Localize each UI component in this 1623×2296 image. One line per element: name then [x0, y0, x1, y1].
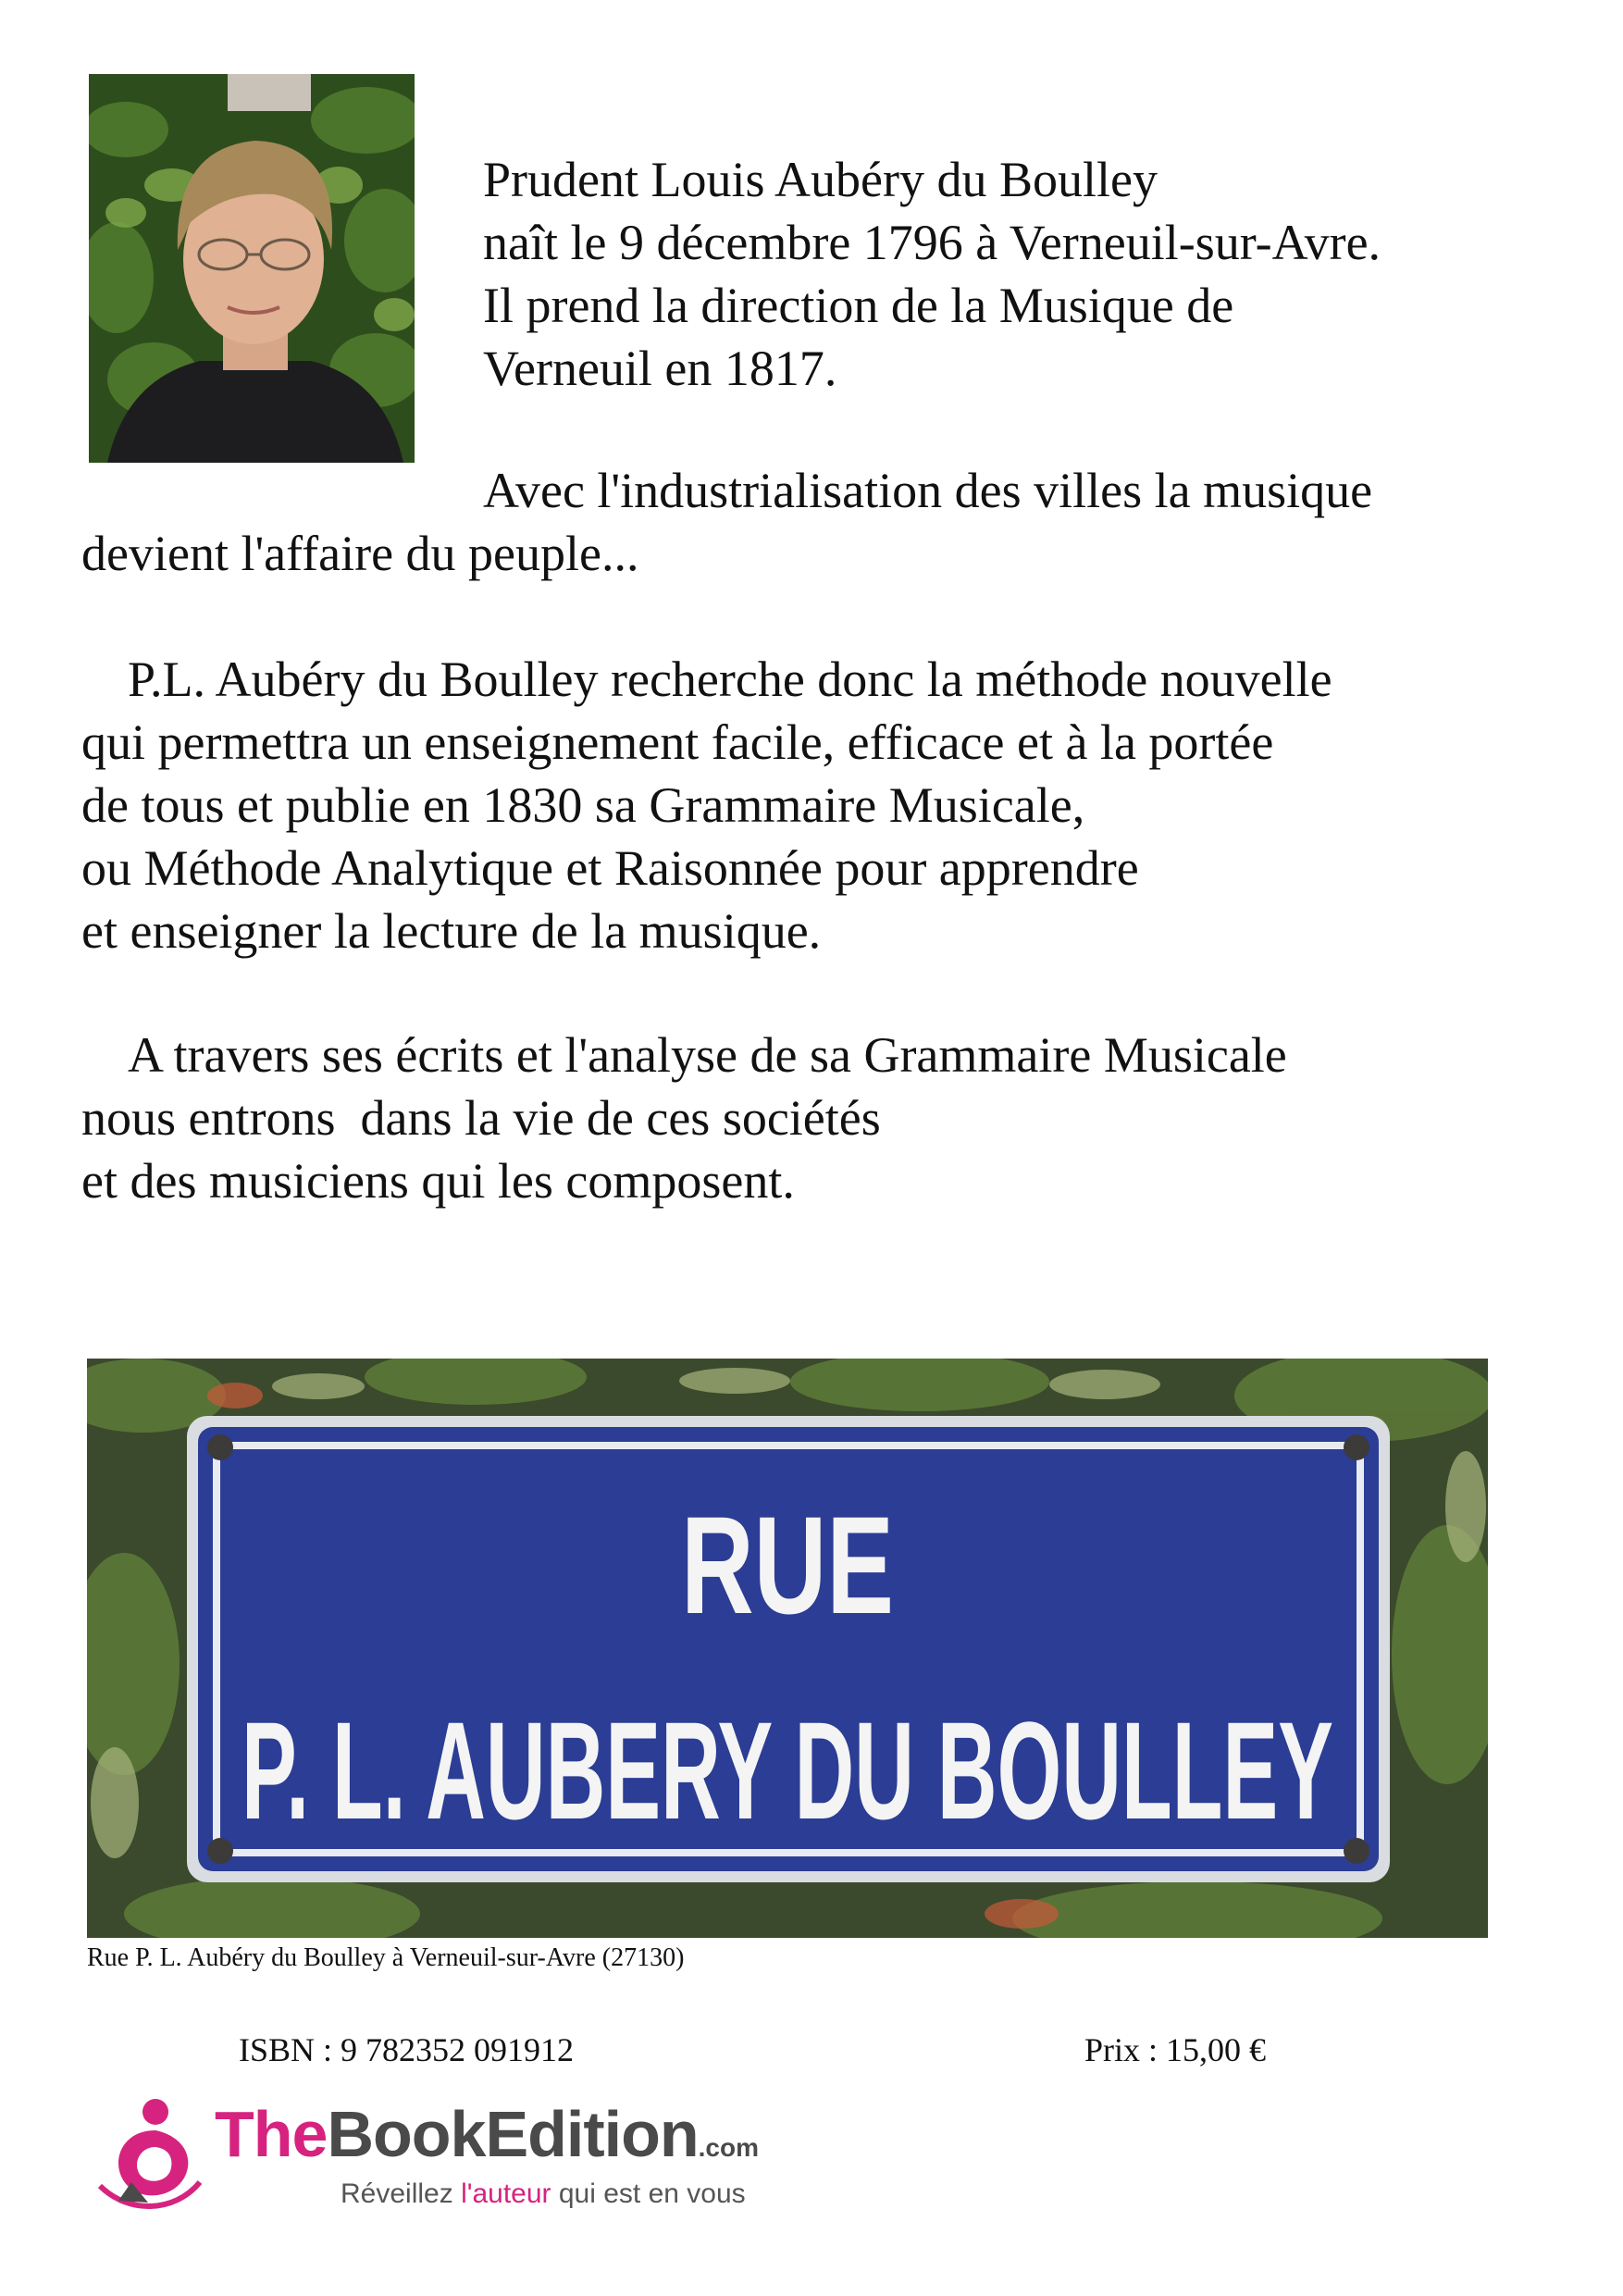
paragraph-line: ou Méthode Analytique et Raisonnée pour apprendre — [81, 840, 1139, 896]
paragraph-line: nous entrons dans la vie de ces sociétés — [81, 1090, 881, 1146]
intro-text — [483, 148, 1575, 400]
paragraph-societes — [81, 1024, 1562, 1212]
paragraph-line: P.L. Aubéry du Boulley recherche donc la méthode nouvelle — [128, 652, 1332, 707]
intro-line: Verneuil en 1817. — [483, 341, 837, 396]
author-photo — [89, 74, 415, 463]
paragraph-methode — [81, 648, 1562, 962]
logo-dotcom: .com — [698, 2133, 759, 2162]
paragraph-line: Avec l'industrialisation des villes la musique — [483, 463, 1373, 518]
street-sign-photo — [87, 1359, 1488, 1938]
logo-bookedition: BookEdition — [327, 2098, 699, 2170]
logo-tagline — [341, 2178, 746, 2210]
tagline-highlight: l'auteur — [461, 2178, 551, 2209]
logo-person-icon — [91, 2093, 211, 2223]
paragraph-line: de tous et publie en 1830 sa Grammaire Musicale, — [81, 777, 1085, 833]
paragraph-line: qui permettra un enseignement facile, efficace et à la portée — [81, 714, 1274, 770]
paragraph-line: et des musiciens qui les composent. — [81, 1153, 795, 1209]
intro-line: Prudent Louis Aubéry du Boulley — [483, 152, 1158, 207]
isbn: ISBN : 9 782352 091912 — [239, 2031, 575, 2068]
logo-the: The — [215, 2098, 328, 2170]
paragraph-industrialisation — [81, 459, 1562, 585]
intro-line: naît le 9 décembre 1796 à Verneuil-sur-Avre. — [483, 215, 1381, 270]
tagline-post: qui est en vous — [551, 2178, 746, 2209]
publisher-logo — [91, 2093, 849, 2232]
tagline-pre: Réveillez — [341, 2178, 462, 2209]
photo-caption: Rue P. L. Aubéry du Boulley à Verneuil-sur-Avre (27130) — [87, 1943, 685, 1972]
price: Prix : 15,00 € — [1084, 2031, 1267, 2068]
intro-line: Il prend la direction de la Musique de — [483, 278, 1234, 333]
paragraph-line: devient l'affaire du peuple... — [81, 526, 639, 581]
logo-wordmark — [215, 2097, 759, 2171]
sign-line-name: P. L. AUBERY DU BOULLEY — [242, 1693, 1333, 1848]
paragraph-line: A travers ses écrits et l'analyse de sa Grammaire Musicale — [128, 1027, 1287, 1083]
paragraph-line: et enseigner la lecture de la musique. — [81, 903, 822, 959]
sign-line-rue: RUE — [681, 1487, 894, 1643]
